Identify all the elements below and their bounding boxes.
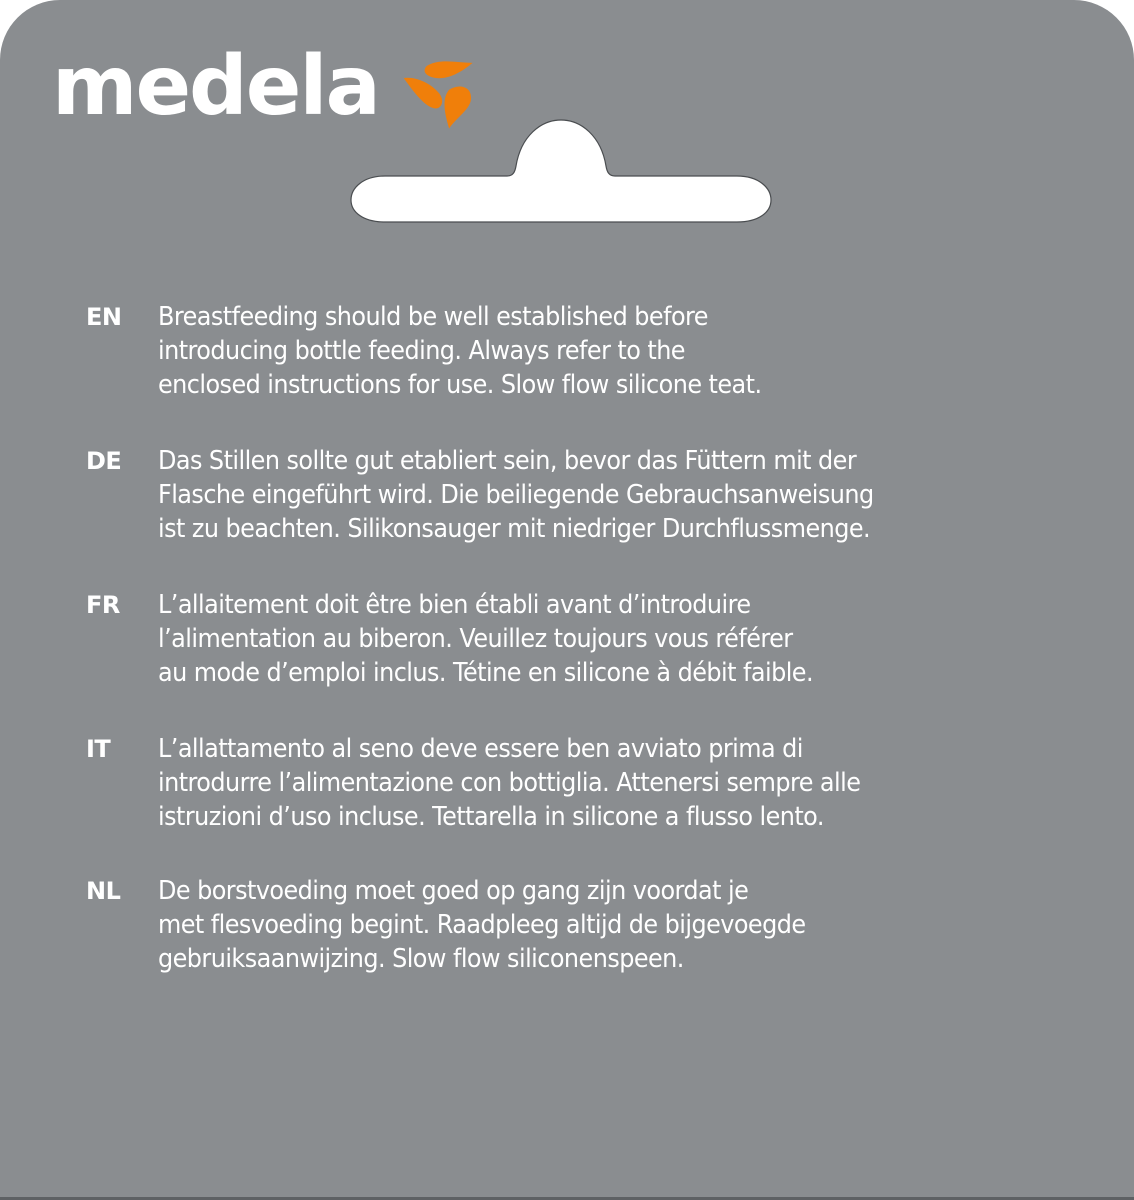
language-code: EN [86, 303, 122, 331]
text-line: enclosed instructions for use. Slow flow silicone teat. [158, 370, 762, 400]
text-line: met flesvoeding begint. Raadpleeg altijd de bijgevoegde [158, 910, 806, 940]
text-line: au mode d’emploi inclus. Tétine en silicone à débit faible. [158, 658, 814, 688]
section-text [158, 300, 762, 402]
section-text [158, 588, 813, 690]
text-line: Flasche eingeführt wird. Die beiliegende Gebrauchsanweisung [158, 480, 874, 510]
section-text [158, 732, 860, 834]
text-line: L’allattamento al seno deve essere ben avviato prima di [158, 734, 803, 764]
hang-hole [349, 108, 773, 224]
language-code: DE [86, 447, 122, 475]
text-line: introducing bottle feeding. Always refer to the [158, 336, 685, 366]
section-text [158, 444, 874, 546]
logo-wordmark: medela [52, 39, 379, 134]
text-line: L’allaitement doit être bien établi avant d’introduire [158, 590, 751, 620]
language-code: NL [86, 877, 121, 905]
language-code: IT [86, 735, 111, 763]
text-line: istruzioni d’uso incluse. Tettarella in silicone a flusso lento. [158, 802, 824, 832]
text-line: Das Stillen sollte gut etabliert sein, bevor das Füttern mit der [158, 446, 857, 476]
language-code: FR [86, 591, 120, 619]
section-text [158, 874, 806, 976]
text-line: De borstvoeding moet goed op gang zijn voordat je [158, 876, 749, 906]
text-line: l’alimentation au biberon. Veuillez toujours vous référer [158, 624, 793, 654]
text-line: introdurre l’alimentazione con bottiglia. Attenersi sempre alle [158, 768, 861, 798]
text-line: gebruiksaanwijzing. Slow flow siliconenspeen. [158, 944, 684, 974]
text-line: ist zu beachten. Silikonsauger mit niedriger Durchflussmenge. [158, 514, 871, 544]
text-line: Breastfeeding should be well established before [158, 302, 708, 332]
